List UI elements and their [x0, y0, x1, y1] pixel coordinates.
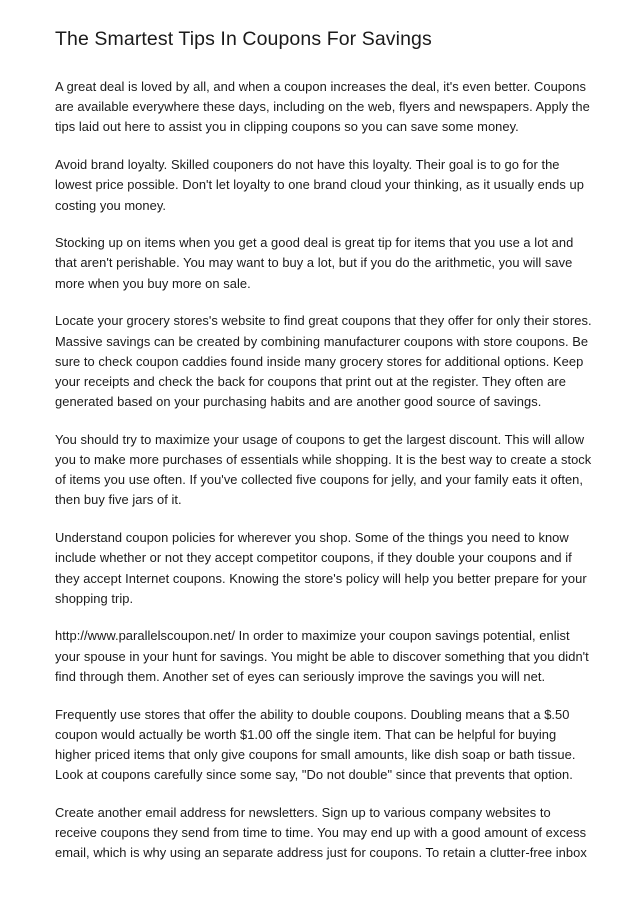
paragraph-brand-loyalty: Avoid brand loyalty. Skilled couponers do not have this loyalty. Their goal is to go for the lowest price possible. Don't let loyalty to one brand cloud your thinking, as it usually ends up costing you money. — [55, 157, 584, 213]
paragraph-email-address: Create another email address for newsletters. Sign up to various company websites to receive coupons they send from time to time. You may end up with a good amount of excess email, which is why using an separate address just for coupons. To retain a clutter-free inbox — [55, 804, 587, 861]
paragraph-double-coupons: Frequently use stores that offer the ability to double coupons. Doubling means that a $.50 coupon would actually be worth $1.00 off the single item. That can be helpful for buying higher priced items that only give coupons for small amounts, like dish soap or bath tissue. Look at coupons carefully since some say, "Do not double" since that prevents that option. — [55, 706, 576, 783]
paragraph-intro: A great deal is loved by all, and when a coupon increases the deal, it's even better. Coupons are available everywhere these days, including on the web, flyers and newspapers. Apply the tips laid out here to assist you in clipping coupons so you can save some money. — [55, 79, 590, 135]
paragraph-store-website: Locate your grocery stores's website to find great coupons that they offer for only their stores. Massive savings can be created by combining manufacturer coupons with store coupons. Be sure to check coupon caddies found inside many grocery stores for additional options. Keep your receipts and check the back for coupons that print out at the register. They often are generated based on your purchasing habits and are another good source of savings. — [55, 313, 592, 410]
paragraph-coupon-policies: Understand coupon policies for wherever you shop. Some of the things you need to know include whether or not they accept competitor coupons, if they double your coupons and if they accept Internet coupons. Knowing the store's policy will help you better prepare for your shopping trip. — [55, 530, 587, 606]
document-page — [55, 26, 595, 881]
paragraph-stocking-up: Stocking up on items when you get a good deal is great tip for items that you use a lot and that aren't perishable. You may want to buy a lot, but if you do the arithmetic, you will save more when you buy more on sale. — [55, 235, 574, 291]
paragraph-spouse-hunt: http://www.parallelscoupon.net/ In order to maximize your coupon savings potential, enlist your spouse in your hunt for savings. You might be able to discover something that you didn't find through them. Another set of eyes can seriously improve the savings you will net. — [55, 628, 589, 684]
page-title: The Smartest Tips In Coupons For Savings — [55, 28, 432, 50]
paragraph-maximize-usage: You should try to maximize your usage of coupons to get the largest discount. This will allow you to make more purchases of essentials while shopping. It is the best way to create a stock of items you use often. If you've collected five coupons for jelly, and your family eats it often, then buy five jars of it. — [55, 431, 592, 508]
